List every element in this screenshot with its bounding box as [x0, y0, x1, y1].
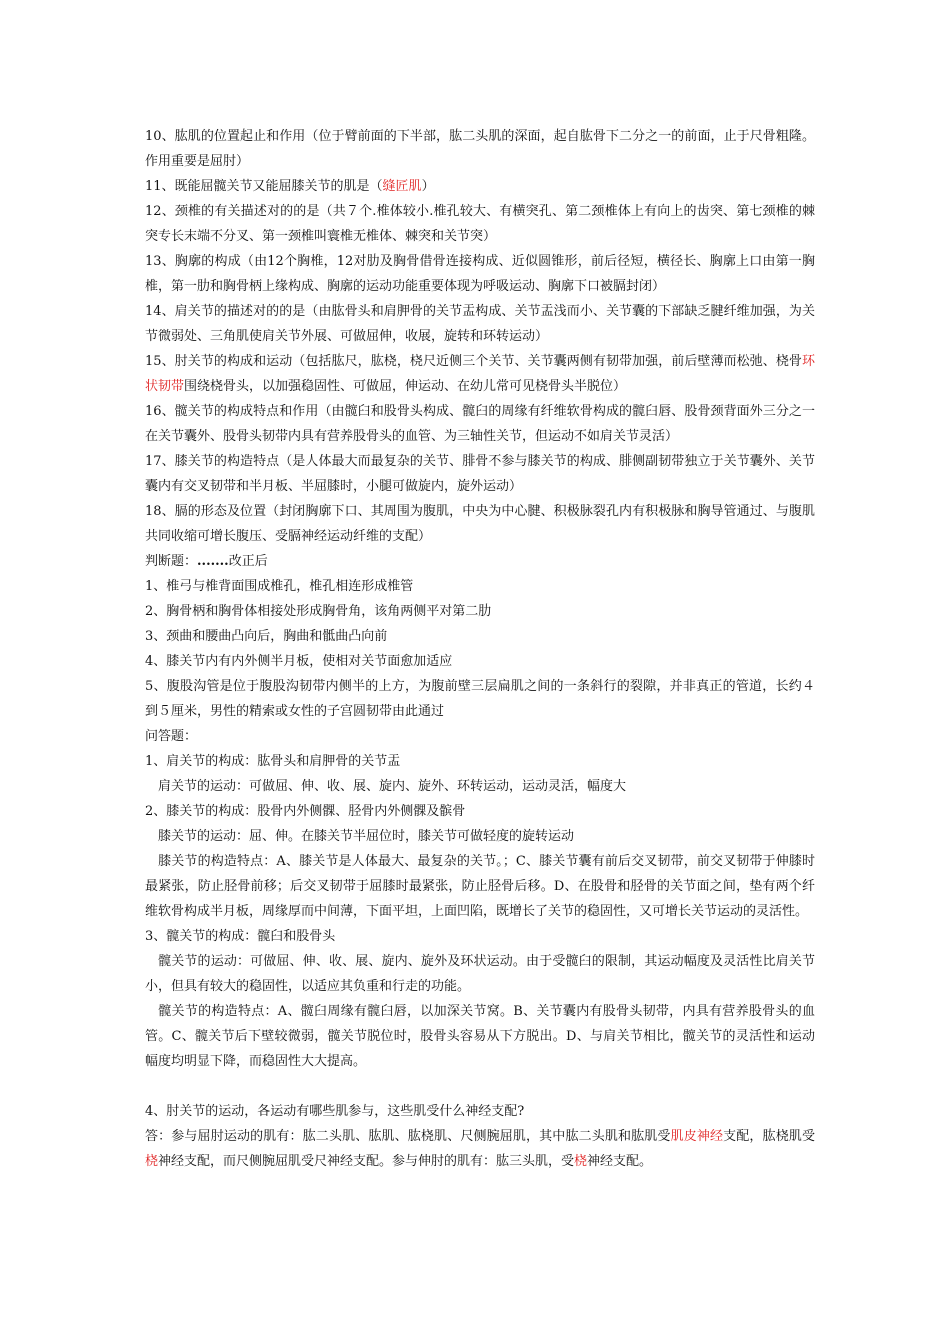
qa-line: 膝关节的构造特点：A、膝关节是人体最大、最复杂的关节。；C、膝关节囊有前后交叉韧带，前交叉韧带于伸膝时最紧张，防止胫骨前移；后交叉韧带于屈膝时最紧张，防止胫骨后移。D、在股骨和胫骨的关节面之间，垫有两个纤维软骨构成半月板，周缘厚而中间薄，下面平坦，上面凹陷，既增长了关节的稳固性，又可增长关节运动的灵活性。 [145, 854, 815, 919]
qa-line: 3、髋关节的构成：髋臼和股骨头 [145, 929, 336, 944]
list-item-18: 18、膈的形态及位置（封闭胸廓下口、其周围为腹肌，中央为中心腱、积极脉裂孔内有积极脉和胸导管通过、与腹肌共同收缩可增长腹压、受膈神经运动纤维的支配） [145, 504, 815, 544]
qa-line: 肩关节的运动：可做屈、伸、收、展、旋内、旋外、环转运动，运动灵活，幅度大 [145, 779, 627, 794]
judge-item-2: 2、胸骨柄和胸骨体相接处形成胸骨角，该角两侧平对第二肋 [145, 604, 492, 619]
list-item-16: 16、髋关节的构成特点和作用（由髋臼和股骨头构成、髋臼的周缘有纤维软骨构成的髋臼唇、股骨颈背面外三分之一在关节囊外、股骨头韧带内具有营养股骨头的血管、为三轴性关节，但运动不如肩关节灵活） [145, 404, 815, 444]
question-4: 4、肘关节的运动，各运动有哪些肌参与，这些肌受什么神经支配? [145, 1104, 525, 1119]
judge-item-4: 4、膝关节内有内外侧半月板，使相对关节面愈加适应 [145, 654, 453, 669]
blank-line [145, 1074, 815, 1099]
highlight-text: 肌皮神经 [670, 1129, 724, 1144]
list-item-13: 13、胸廓的构成（由12个胸椎，12对肋及胸骨借骨连接构成、近似圆锥形，前后径短，横径长、胸廓上口由第一胸椎，第一肋和胸骨柄上缘构成、胸廓的运动功能重要体现为呼吸运动、胸廓下口被膈封闭） [145, 254, 815, 294]
qa-line: 髋关节的构造特点：A、髋臼周缘有髋臼唇，以加深关节窝。B、关节囊内有股骨头韧带，内具有营养股骨头的血管。C、髋关节后下壁较微弱，髋关节脱位时，股骨头容易从下方脱出。D、与肩关节相比，髋关节的灵活性和运动幅度均明显下降，而稳固性大大提高。 [145, 1004, 815, 1069]
document-page [145, 124, 815, 1174]
highlight-text: 环状韧带 [145, 354, 815, 394]
list-item-10: 10、肱肌的位置起止和作用（位于臂前面的下半部，肱二头肌的深面，起自肱骨下二分之一的前面，止于尺骨粗隆。作用重要是屈肘） [145, 129, 815, 169]
list-item-14: 14、肩关节的描述对的的是（由肱骨头和肩胛骨的关节盂构成、关节盂浅而小、关节囊的下部缺乏腱纤维加强，为关节微弱处、三角肌使肩关节外展、可做屈伸，收展，旋转和环转运动） [145, 304, 815, 344]
judge-item-5: 5、腹股沟管是位于腹股沟韧带内侧半的上方，为腹前壁三层扁肌之间的一条斜行的裂隙，并非真正的管道，长约４到５厘米，男性的精索或女性的子宫圆韧带由此通过 [145, 679, 815, 719]
qa-line: 髋关节的运动：可做屈、伸、收、展、旋内、旋外及环状运动。由于受髋臼的限制，其运动幅度及灵活性比肩关节小，但具有较大的稳固性，以适应其负重和行走的功能。 [145, 954, 815, 994]
highlight-text: 缝匠肌 [382, 179, 422, 194]
list-item-12: 12、颈椎的有关描述对的的是（共７个.椎体较小.椎孔较大、有横突孔、第二颈椎体上有向上的齿突、第七颈椎的棘突专长末端不分叉、第一颈椎叫寰椎无椎体、棘突和关节突） [145, 204, 815, 244]
judge-item-1: 1、椎弓与椎背面围成椎孔，椎孔相连形成椎管 [145, 579, 414, 594]
qa-line: 膝关节的运动：屈、伸。在膝关节半屈位时，膝关节可做轻度的旋转运动 [145, 829, 575, 844]
list-item-11: 11、既能屈髋关节又能屈膝关节的肌是（缝匠肌） [145, 179, 435, 194]
qa-section-heading: 问答题： [145, 729, 198, 744]
highlight-text: 桡 [574, 1154, 588, 1169]
list-item-17: 17、膝关节的构造特点（是人体最大而最复杂的关节、腓骨不参与膝关节的构成、腓侧副韧带独立于关节囊外、关节囊内有交叉韧带和半月板、半屈膝时，小腿可做旋内，旋外运动） [145, 454, 815, 494]
answer-4: 答：参与屈肘运动的肌有：肱二头肌、肱肌、肱桡肌、尺侧腕屈肌，其中肱二头肌和肱肌受肌皮神经支配，肱桡肌受桡神经支配，而尺侧腕屈肌受尺神经支配。参与伸肘的肌有：肱三头肌，受桡神经支配。 [145, 1129, 815, 1169]
list-item-15: 15、肘关节的构成和运动（包括肱尺，肱桡，桡尺近侧三个关节、关节囊两侧有韧带加强，前后壁薄而松弛、桡骨环状韧带围绕桡骨头，以加强稳固性、可做屈，伸运动、在幼儿常可见桡骨头半脱位） [145, 354, 815, 394]
qa-line: 1、肩关节的构成：肱骨头和肩胛骨的关节盂 [145, 754, 401, 769]
judge-section-heading: 判断题：.......改正后 [145, 554, 268, 569]
highlight-text: 桡 [145, 1154, 159, 1169]
qa-line: 2、膝关节的构成：股骨内外侧髁、胫骨内外侧髁及髌骨 [145, 804, 466, 819]
judge-item-3: 3、颈曲和腰曲凸向后，胸曲和骶曲凸向前 [145, 629, 388, 644]
